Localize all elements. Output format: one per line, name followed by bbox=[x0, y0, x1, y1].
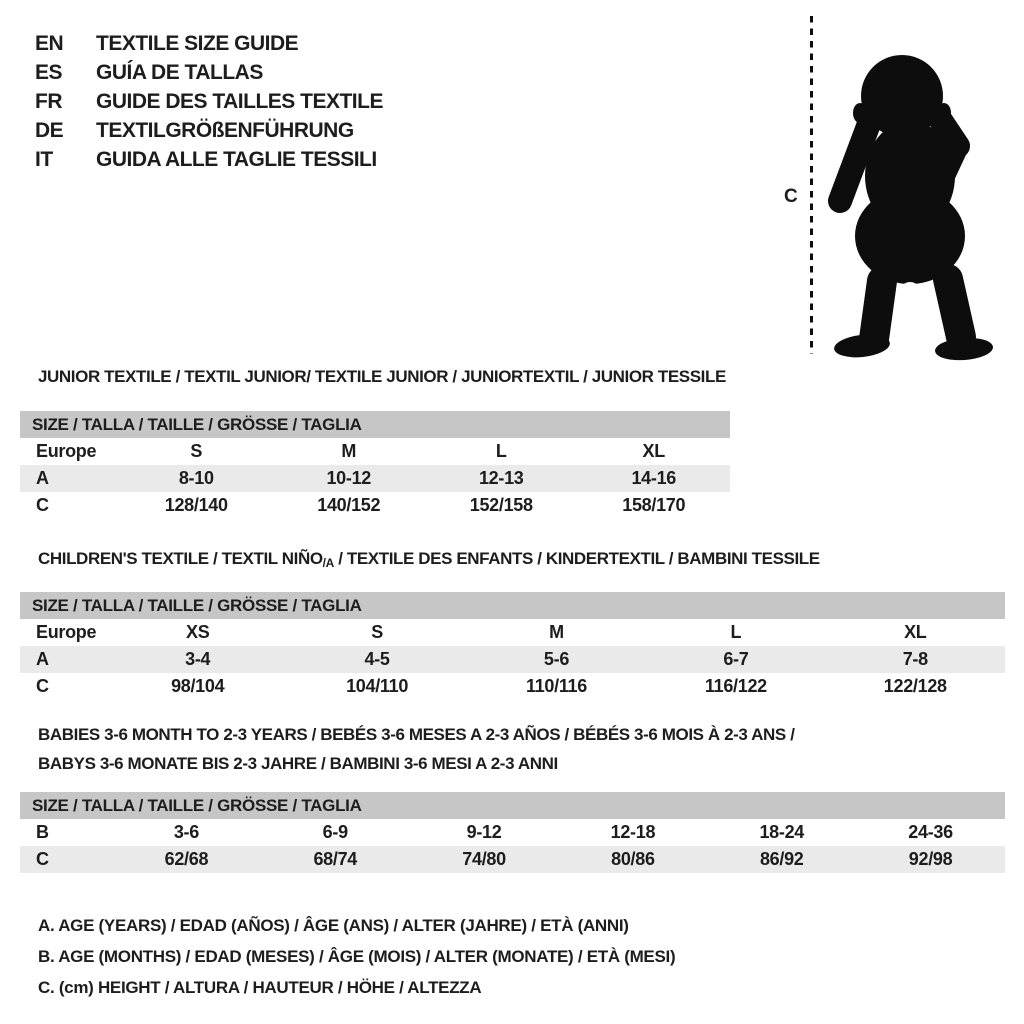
size-value: XL bbox=[904, 622, 927, 642]
legend-notes bbox=[38, 910, 675, 1003]
language-code: IT bbox=[35, 147, 53, 171]
table-row-age bbox=[20, 465, 730, 492]
language-code: ES bbox=[35, 60, 63, 84]
guide-title: GUÍA DE TALLAS bbox=[96, 60, 263, 84]
height-value: 128/140 bbox=[164, 495, 228, 515]
row-label: C bbox=[36, 676, 49, 696]
height-value: 62/68 bbox=[164, 849, 209, 869]
height-value: 86/92 bbox=[759, 849, 804, 869]
height-value: 122/128 bbox=[883, 676, 947, 696]
row-label: C bbox=[36, 495, 49, 515]
size-table-header-band: SIZE / TALLA / TAILLE / GRÖSSE / TAGLIA bbox=[20, 792, 1005, 819]
language-title-list bbox=[35, 29, 383, 174]
age-value: 5-6 bbox=[543, 649, 570, 669]
size-value: M bbox=[341, 441, 357, 461]
table-row-height bbox=[20, 846, 1005, 873]
age-value: 8-10 bbox=[178, 468, 214, 488]
row-label: C bbox=[36, 849, 49, 869]
babies-title-line1: BABIES 3-6 MONTH TO 2-3 YEARS / BEBÉS 3-6 MESES A 2-3 AÑOS / BÉBÉS 3-6 MOIS À 2-3 ANS / bbox=[38, 725, 795, 744]
height-value: 104/110 bbox=[346, 676, 409, 696]
height-value: 140/152 bbox=[317, 495, 381, 515]
age-value: 12-13 bbox=[478, 468, 524, 488]
table-row-height bbox=[20, 673, 1005, 700]
size-value: L bbox=[495, 441, 507, 461]
guide-title: TEXTILGRÖßENFÜHRUNG bbox=[96, 118, 354, 142]
age-value: 4-5 bbox=[364, 649, 390, 669]
height-value: 116/122 bbox=[704, 676, 767, 696]
babies-size-table bbox=[20, 792, 1005, 873]
row-label: A bbox=[36, 649, 49, 669]
height-value: 98/104 bbox=[171, 676, 225, 696]
age-value: 24-36 bbox=[908, 822, 953, 842]
children-size-table bbox=[20, 592, 1005, 700]
guide-title: GUIDA ALLE TAGLIE TESSILI bbox=[96, 147, 377, 171]
size-value: S bbox=[371, 622, 383, 642]
age-value: 3-4 bbox=[185, 649, 211, 669]
size-value: XL bbox=[642, 441, 665, 461]
babies-title-line2: BABYS 3-6 MONATE BIS 2-3 JAHRE / BAMBINI 3-6 MESI A 2-3 ANNI bbox=[38, 754, 558, 773]
age-value: 18-24 bbox=[759, 822, 805, 842]
children-title-pre: CHILDREN'S TEXTILE / TEXTIL NIÑO bbox=[38, 549, 323, 568]
row-label: Europe bbox=[36, 622, 97, 642]
row-label: Europe bbox=[36, 441, 97, 461]
age-value: 6-7 bbox=[723, 649, 749, 669]
age-value: 6-9 bbox=[322, 822, 348, 842]
height-value: 152/158 bbox=[469, 495, 533, 515]
language-row-de bbox=[35, 116, 383, 145]
age-value: 7-8 bbox=[902, 649, 928, 669]
age-value: 3-6 bbox=[173, 822, 199, 842]
table-row-europe bbox=[20, 438, 730, 465]
row-label: B bbox=[36, 822, 49, 842]
junior-size-table bbox=[20, 411, 730, 519]
language-row-en bbox=[35, 29, 383, 58]
language-row-fr bbox=[35, 87, 383, 116]
babies-section-title bbox=[38, 720, 795, 778]
size-table-header-band: SIZE / TALLA / TAILLE / GRÖSSE / TAGLIA bbox=[20, 592, 1005, 619]
size-value: S bbox=[190, 441, 203, 461]
language-code: EN bbox=[35, 31, 64, 55]
children-section-title bbox=[38, 549, 820, 569]
age-value: 14-16 bbox=[631, 468, 677, 488]
table-row-age bbox=[20, 646, 1005, 673]
age-value: 9-12 bbox=[466, 822, 502, 842]
table-row-height bbox=[20, 492, 730, 519]
height-measure-label: C bbox=[784, 186, 798, 207]
height-value: 158/170 bbox=[622, 495, 686, 515]
height-value: 80/86 bbox=[611, 849, 655, 869]
height-measure-dotted-line bbox=[810, 16, 813, 354]
children-title-post: / TEXTILE DES ENFANTS / KINDERTEXTIL / BAMBINI TESSILE bbox=[333, 549, 820, 568]
height-value: 68/74 bbox=[313, 849, 358, 869]
language-row-it bbox=[35, 145, 383, 174]
baby-silhouette-icon bbox=[818, 50, 998, 362]
table-row-age-months bbox=[20, 819, 1005, 846]
age-value: 10-12 bbox=[326, 468, 372, 488]
age-value: 12-18 bbox=[610, 822, 656, 842]
size-table-header-band: SIZE / TALLA / TAILLE / GRÖSSE / TAGLIA bbox=[20, 411, 730, 438]
size-value: L bbox=[730, 622, 742, 642]
legend-note-b: B. AGE (MONTHS) / EDAD (MESES) / ÂGE (MOIS) / ALTER (MONATE) / ETÀ (MESI) bbox=[38, 947, 676, 966]
language-code: DE bbox=[35, 118, 64, 142]
legend-note-c: C. (cm) HEIGHT / ALTURA / HAUTEUR / HÖHE / ALTEZZA bbox=[38, 978, 482, 997]
size-value: M bbox=[549, 622, 564, 642]
size-value: XS bbox=[185, 622, 210, 642]
language-row-es bbox=[35, 58, 383, 87]
guide-title: GUIDE DES TAILLES TEXTILE bbox=[96, 89, 383, 113]
junior-section-title: JUNIOR TEXTILE / TEXTIL JUNIOR/ TEXTILE JUNIOR / JUNIORTEXTIL / JUNIOR TESSILE bbox=[38, 367, 726, 386]
height-value: 92/98 bbox=[908, 849, 953, 869]
legend-note-a: A. AGE (YEARS) / EDAD (AÑOS) / ÂGE (ANS) / ALTER (JAHRE) / ETÀ (ANNI) bbox=[38, 916, 629, 935]
height-value: 110/116 bbox=[526, 676, 587, 696]
row-label: A bbox=[36, 468, 49, 488]
height-value: 74/80 bbox=[462, 849, 506, 869]
table-row-europe bbox=[20, 619, 1005, 646]
language-code: FR bbox=[35, 89, 62, 113]
guide-title: TEXTILE SIZE GUIDE bbox=[96, 31, 299, 55]
children-title-subscript: /A bbox=[322, 556, 334, 570]
